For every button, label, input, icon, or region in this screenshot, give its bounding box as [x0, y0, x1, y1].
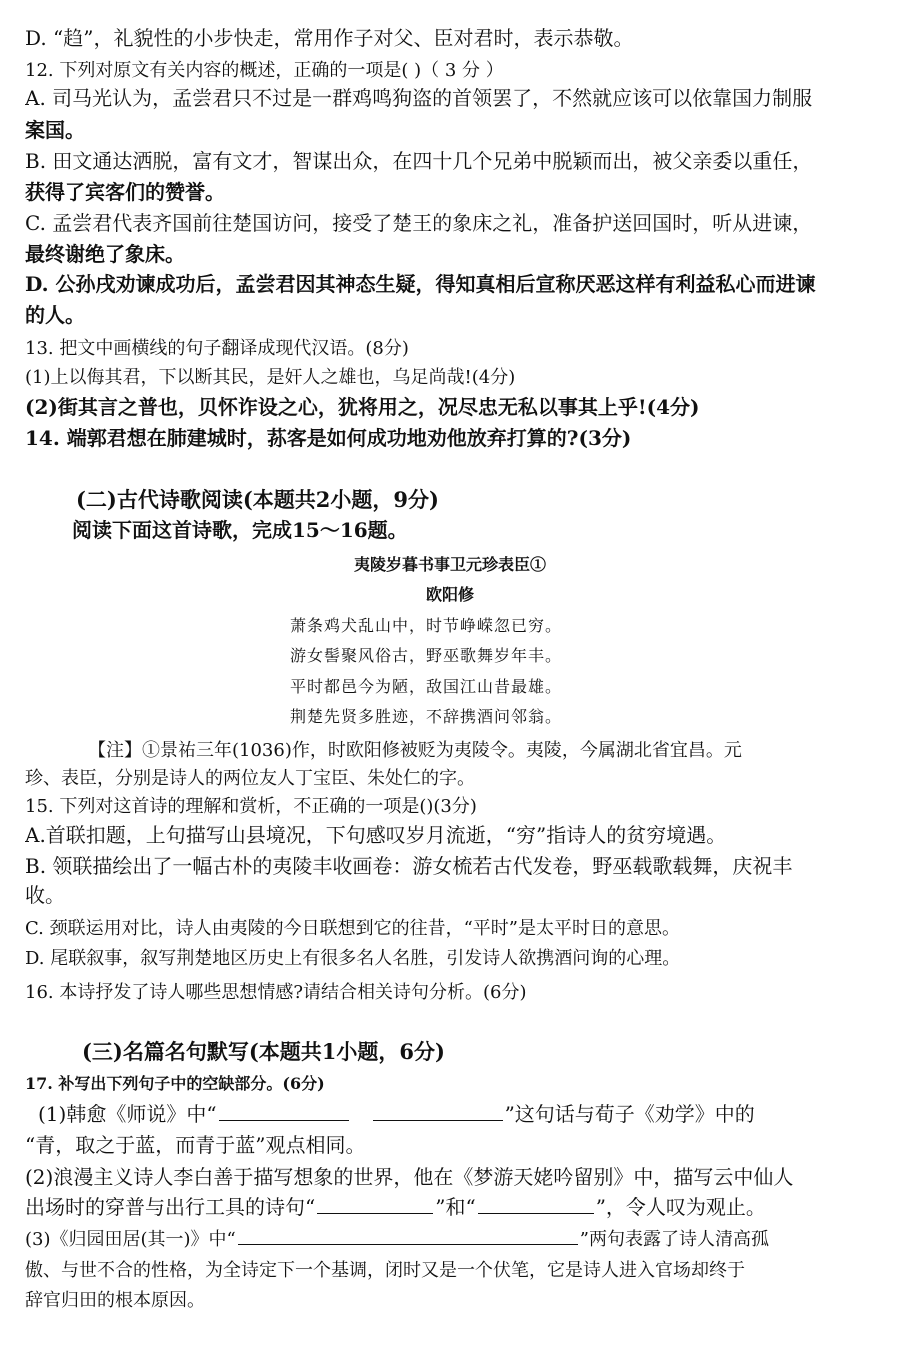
answer-blank-5[interactable] [238, 1226, 578, 1245]
q17-stem: 17. 补写出下列句子中的空缺部分。(6分) [25, 1074, 325, 1093]
q17-item3-suffix: ”两句表露了诗人清高孤 [579, 1229, 769, 1250]
q17-item2-line2 [25, 1193, 885, 1221]
q15-option-d: D. 尾联叙事，叙写荆楚地区历史上有很多名人名胜，引发诗人欲携酒问询的心理。 [25, 948, 681, 969]
q14-stem: 14. 端郭君想在肺建城时，荪客是如何成功地劝他放弃打算的?(3分) [25, 426, 632, 450]
poem-title: 夷陵岁暮书事卫元珍表臣① [353, 555, 546, 574]
poem-author: 欧阳修 [425, 585, 474, 604]
poem-note-line1: 【注】①景祐三年(1036)作，时欧阳修被贬为夷陵令。夷陵，今属湖北省宜昌。元 [88, 740, 742, 761]
poem-note-line2: 珍、表臣，分别是诗人的两位友人丁宝臣、朱处仁的字。 [25, 768, 475, 789]
q17-item1-suffix: ”这句话与荀子《劝学》中的 [504, 1102, 755, 1126]
q17-item2-suffix: ”，令人叹为观止。 [595, 1195, 766, 1219]
q12-option-a-line1: A. 司马光认为，孟尝君只不过是一群鸡鸣狗盗的首领罢了，不然就应该可以依靠国力制服 [25, 86, 813, 110]
q17-item3-line2: 傲、与世不合的性格，为全诗定下一个基调，闭时又是一个伏笔，它是诗人进入官场却终于 [25, 1260, 745, 1281]
q15-option-a: A.首联扣题，上句描写山县境况，下句感叹岁月流逝，“穷”指诗人的贫穷境遇。 [25, 823, 727, 847]
poem-line-3: 平时都邑今为陋，敌国江山昔最雄。 [290, 677, 563, 696]
q12-option-b-line1: B. 田文通达洒脱，富有文才，智谋出众，在四十几个兄弟中脱颖而出，被父亲委以重任， [25, 149, 813, 173]
poem-line-4: 荆楚先贤多胜迹，不辞携酒问邻翁。 [290, 707, 563, 726]
section3-heading: (三)名篇名句默写(本题共1小题，6分) [82, 1039, 445, 1064]
section2-instruction: 阅读下面这首诗歌，完成15～16题。 [72, 518, 408, 542]
q12-option-b-line2: 获得了宾客们的赞誉。 [25, 180, 225, 204]
q13-sentence-2: (2)街其言之普也，贝怀诈设之心，犹将用之，况尽忠无私以事其上乎!(4分) [25, 395, 700, 419]
answer-blank-4[interactable] [478, 1195, 594, 1214]
q13-sentence-1: (1)上以侮其君，下以断其民，是奸人之雄也，乌足尚哉!(4分) [25, 367, 516, 388]
answer-blank-3[interactable] [317, 1195, 433, 1214]
q12-stem: 12. 下列对原文有关内容的概述，正确的一项是( )（ 3 分 ） [25, 60, 504, 81]
q15-option-b-line1: B. 领联描绘出了一幅古朴的夷陵丰收画卷：游女梳若古代发卷，野巫载歌载舞，庆祝丰 [25, 854, 793, 878]
section2-heading: (二)古代诗歌阅读(本题共2小题，9分) [76, 487, 439, 512]
q16-stem: 16. 本诗抒发了诗人哪些思想情感?请结合相关诗句分析。(6分) [25, 982, 527, 1003]
q13-stem: 13. 把文中画横线的句子翻译成现代汉语。(8分) [25, 338, 409, 359]
q17-item2-line1: (2)浪漫主义诗人李白善于描写想象的世界，他在《梦游天姥吟留别》中，描写云中仙人 [25, 1165, 794, 1189]
q17-item1-line1 [38, 1100, 898, 1128]
q17-item2-prefix: 出场时的穿普与出行工具的诗句“ [25, 1195, 316, 1219]
q17-item1-prefix: (1)韩愈《师说》中“ [38, 1102, 217, 1126]
q17-item1-line2: “青，取之于蓝，而青于蓝”观点相同。 [25, 1133, 366, 1157]
poem-line-2: 游女髻聚风俗古，野巫歌舞岁年丰。 [290, 646, 563, 665]
answer-blank-2[interactable] [373, 1102, 503, 1121]
q12-option-c-line2: 最终谢绝了象床。 [25, 242, 185, 266]
q17-item3-line1 [25, 1226, 885, 1254]
q17-item3-line3: 辞官归田的根本原因。 [25, 1290, 205, 1311]
q12-option-d-line2: 的人。 [25, 303, 85, 327]
q12-option-a-line2: 案国。 [25, 118, 85, 142]
q12-option-d-line1: D. 公孙戌劝谏成功后，孟尝君因其神态生疑，得知真相后宣称厌恶这样有利益私心而进谏 [25, 272, 816, 296]
answer-blank-1[interactable] [219, 1102, 349, 1121]
poem-line-1: 萧条鸡犬乱山中，时节峥嵘忽已穷。 [290, 616, 563, 635]
q17-item2-middle: ”和“ [435, 1195, 476, 1219]
q15-option-b-line2: 收。 [25, 883, 65, 907]
q12-option-c-line1: C. 孟尝君代表齐国前往楚国访问，接受了楚王的象床之礼，准备护送回国时，听从进谏， [25, 211, 813, 235]
q15-option-c: C. 颈联运用对比，诗人由夷陵的今日联想到它的往昔，“平时”是太平时日的意思。 [25, 918, 680, 939]
q17-item3-prefix: (3)《归园田居(其一)》中“ [25, 1229, 236, 1250]
q11-option-d: D. “趋”，礼貌性的小步快走，常用作子对父、臣对君时，表示恭敬。 [25, 26, 634, 50]
q15-stem: 15. 下列对这首诗的理解和赏析，不正确的一项是()(3分) [25, 796, 477, 817]
